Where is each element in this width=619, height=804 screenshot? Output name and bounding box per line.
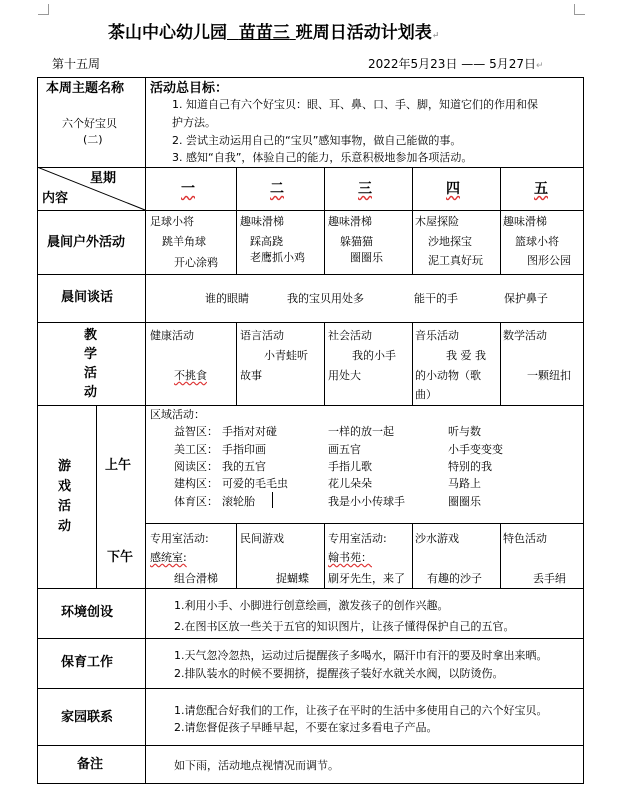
- pm-activity: 丢手绢: [533, 572, 566, 585]
- area-name: 建构区：: [174, 477, 218, 490]
- teaching-type: 社会活动: [328, 329, 372, 342]
- area-activity: 小手变变变: [448, 443, 503, 456]
- area-activity-title: 区域活动：: [150, 408, 205, 421]
- area-activity: 可爱的毛毛虫: [222, 477, 288, 490]
- outdoor-item: 泥工真好玩: [428, 254, 483, 267]
- teaching-activity: 我的小手: [352, 349, 396, 362]
- env-item: 2.在图书区放一些关于五官的知识图片，让孩子懂得保护自己的五官。: [174, 620, 515, 633]
- outdoor-item: 篮球小将: [515, 235, 559, 248]
- teaching-label-char: 活: [84, 366, 98, 381]
- area-activity: 花儿朵朵: [328, 477, 372, 490]
- outdoor-item: 趣味滑梯: [503, 215, 547, 228]
- pm-type: 特色活动: [503, 532, 547, 545]
- teaching-activity: 用处大: [328, 369, 361, 382]
- outdoor-item: 趣味滑梯: [240, 215, 284, 228]
- date-range: 2022年5月23日 —— 5月27日↵: [368, 57, 544, 71]
- home-item: 2.请您督促孩子早睡早起，不要在家过多看电子产品。: [174, 721, 438, 734]
- page-title: 茶山中心幼儿园 苗苗三 班周日活动计划表↵: [108, 23, 440, 43]
- outdoor-item: 躲猫猫: [340, 235, 373, 248]
- talk-item: 我的宝贝用处多: [287, 292, 364, 305]
- area-activity: 滚轮胎: [222, 495, 255, 508]
- pm-activity: 刷牙先生，来了: [328, 572, 405, 585]
- outdoor-item: 图形公园: [527, 254, 571, 267]
- area-activity: 画五官: [328, 443, 361, 456]
- remark-text: 如下雨，活动地点视情况而调节。: [174, 759, 339, 772]
- pm-activity: 捉蝴蝶: [276, 572, 309, 585]
- game-label-char: 游: [58, 459, 72, 474]
- area-activity: 手指对对碰: [222, 425, 277, 438]
- teaching-activity: 我 爱 我: [446, 349, 486, 362]
- area-activity: 圈圈乐: [448, 495, 481, 508]
- teaching-label-char: 动: [84, 385, 98, 400]
- teaching-activity: 小青蛙听: [264, 349, 308, 362]
- day-header-wed: 三: [358, 181, 372, 197]
- plan-title: 班周日活动计划表: [295, 23, 432, 43]
- pm-activity: 组合滑梯: [174, 572, 218, 585]
- teaching-label-char: 教: [84, 328, 98, 343]
- talk-label: 晨间谈话: [61, 290, 114, 305]
- outdoor-item: 圈圈乐: [350, 251, 383, 264]
- page-corner-mark: [38, 4, 49, 15]
- day-header-fri: 五: [534, 181, 548, 197]
- outdoor-item: 足球小将: [150, 215, 194, 228]
- game-label-char: 戏: [58, 479, 72, 494]
- day-header-thu: 四: [446, 181, 460, 197]
- teaching-activity: 不挑食: [174, 369, 207, 382]
- game-label-char: 活: [58, 499, 72, 514]
- env-label: 环境创设: [61, 605, 114, 620]
- talk-item: 能干的手: [414, 292, 458, 305]
- remark-label: 备注: [77, 757, 104, 772]
- teaching-type: 数学活动: [503, 329, 547, 342]
- teaching-label-char: 学: [84, 347, 98, 362]
- care-label: 保育工作: [61, 655, 114, 670]
- env-item: 1.利用小手、小脚进行创意绘画，激发孩子的创作兴趣。: [174, 599, 449, 612]
- morning-label: 上午: [105, 458, 132, 473]
- area-name: 益智区：: [174, 425, 218, 438]
- outdoor-item: 趣味滑梯: [328, 215, 372, 228]
- pm-sub: 感统室:: [150, 551, 187, 564]
- day-header-tue: 二: [270, 181, 284, 197]
- teaching-type: 音乐活动: [415, 329, 459, 342]
- outdoor-item: 老鹰抓小鸡: [250, 251, 305, 264]
- weekday-corner-label: 星期: [90, 171, 117, 186]
- school-name: 茶山中心幼儿园: [108, 23, 227, 43]
- area-activity: 我的五官: [222, 460, 266, 473]
- pm-type: 沙水游戏: [415, 532, 459, 545]
- afternoon-label: 下午: [107, 550, 134, 565]
- teaching-activity: 的小动物（歌: [415, 369, 481, 382]
- outdoor-item: 木屋探险: [415, 215, 459, 228]
- talk-item: 谁的眼睛: [205, 292, 249, 305]
- text-cursor: [272, 492, 273, 508]
- goal-item: 护方法。: [172, 116, 216, 129]
- area-name: 体育区：: [174, 495, 218, 508]
- game-label-char: 动: [58, 519, 72, 534]
- outdoor-item: 跳羊角球: [162, 235, 206, 248]
- outdoor-item: 开心涂鸦: [174, 256, 218, 269]
- care-item: 1.天气忽冷忽热，运动过后提醒孩子多喝水，隔汗巾有汗的要及时拿出来晒。: [174, 649, 548, 662]
- teaching-activity: 曲）: [415, 388, 437, 401]
- area-name: 阅读区：: [174, 460, 218, 473]
- area-name: 美工区：: [174, 443, 218, 456]
- outdoor-label: 晨间户外活动: [47, 235, 126, 250]
- area-activity: 特别的我: [448, 460, 492, 473]
- day-header-mon: 一: [181, 181, 195, 197]
- goal-item: 1. 知道自己有六个好宝贝：眼、耳、鼻、口、手、脚，知道它们的作用和保: [172, 98, 538, 111]
- teaching-type: 健康活动: [150, 329, 194, 342]
- content-corner-label: 内容: [42, 191, 69, 206]
- theme-name: 六个好宝贝: [62, 117, 117, 130]
- care-item: 2.排队装水的时候不要拥挤，提醒孩子装好水就关水阀，以防烫伤。: [174, 667, 504, 680]
- goal-item: 3. 感知“自我”，体验自己的能力，乐意积极地参加各项活动。: [172, 151, 473, 164]
- teaching-type: 语言活动: [240, 329, 284, 342]
- home-label: 家园联系: [61, 710, 114, 725]
- theme-number: (二): [83, 133, 103, 146]
- theme-label: 本周主题名称: [46, 81, 125, 96]
- pm-type: 专用室活动:: [328, 532, 387, 545]
- teaching-activity: 故事: [240, 369, 262, 382]
- area-activity: 我是小小传球手: [328, 495, 405, 508]
- pm-activity: 有趣的沙子: [427, 572, 482, 585]
- class-name: 苗苗三: [238, 23, 290, 43]
- area-activity: 手指印画: [222, 443, 266, 456]
- goals-label: 活动总目标：: [150, 81, 229, 96]
- area-activity: 马路上: [448, 477, 481, 490]
- outdoor-item: 踩高跷: [250, 235, 283, 248]
- pm-type: 民间游戏: [240, 532, 284, 545]
- pm-sub: 翰书苑：: [328, 551, 372, 564]
- teaching-activity: 一颗纽扣: [527, 369, 571, 382]
- week-label: 第十五周: [52, 57, 101, 71]
- talk-item: 保护鼻子: [504, 292, 548, 305]
- area-activity: 手指儿歌: [328, 460, 372, 473]
- area-activity: 听与数: [448, 425, 481, 438]
- pm-type: 专用室活动:: [150, 532, 209, 545]
- goal-item: 2. 尝试主动运用自己的“宝贝”感知事物，做自己能做的事。: [172, 134, 462, 147]
- area-activity: 一样的放一起: [328, 425, 394, 438]
- outdoor-item: 沙地探宝: [428, 235, 472, 248]
- home-item: 1.请您配合好我们的工作，让孩子在平时的生活中多使用自己的六个好宝贝。: [174, 704, 548, 717]
- page-corner-mark: [574, 4, 585, 15]
